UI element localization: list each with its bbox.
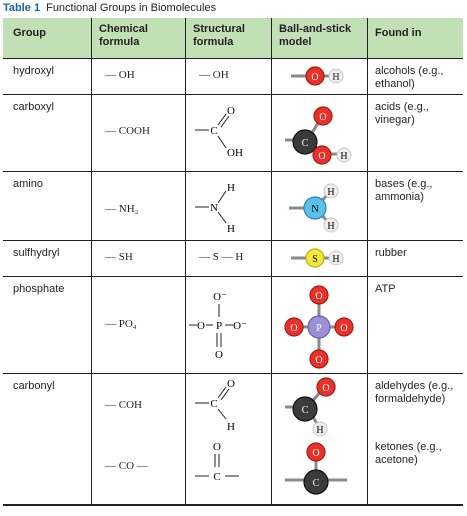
atom-label: S [312,254,318,265]
atom-label: O⁻ [233,320,247,332]
structural-formula-carbonyl-aldehyde [187,375,271,435]
found-in-amino: bases (e.g., ammonia) [375,178,433,203]
atom-label: H [227,182,235,194]
carbonyl-ketone-model [275,436,367,502]
atom-label: O⁻ [213,291,227,303]
atom-label: H [227,223,235,235]
hydroxyl-model [275,62,367,92]
column-divider [271,18,272,506]
structural-formula-sulfhydryl: — S — H [199,251,244,263]
found-in-carbonyl-aldehyde: aldehydes (e.g., formaldehyde) [375,380,454,405]
found-in-sulfhydryl: rubber [375,247,407,259]
atom-label: H [340,151,348,162]
group-amino: amino [13,178,43,190]
chemical-formula-carboxyl: — COOH [105,125,150,137]
atom-label: P [316,323,322,334]
structural-formula-carbonyl-ketone [187,436,271,502]
structural-formula-amino [187,175,271,239]
functional-groups-table [3,18,463,506]
structural-formula-hydroxyl: — OH [199,69,229,81]
atom-label: H [316,425,324,436]
column-divider [367,18,368,506]
chemical-formula-carbonyl-ketone: — CO — [105,460,148,472]
amino-model [275,175,367,239]
group-carbonyl: carbonyl [13,380,55,392]
row-divider [3,94,463,95]
atom-label: O [340,323,348,334]
atom-label: H [327,187,335,198]
atom-label: O [290,323,298,334]
sulfhydryl-model [275,244,367,274]
header-model: Ball-and-stick model [279,23,352,48]
carboxyl-model [275,98,367,170]
found-in-phosphate: ATP [375,283,396,295]
table-bottom-border [3,504,463,506]
atom-label: H [227,421,235,433]
atom-label: C [301,138,309,149]
atom-label: O [227,378,235,390]
atom-label: H [332,72,340,83]
group-sulfhydryl: sulfhydryl [13,247,60,259]
found-in-carboxyl: acids (e.g., vinegar) [375,101,429,126]
header-chemical-formula: Chemical formula [99,23,148,48]
atom-label: O [319,112,327,123]
header-group: Group [13,27,46,39]
structural-formula-carboxyl [187,98,271,168]
row-divider [3,373,463,374]
atom-label: H [327,221,335,232]
carbonyl-aldehyde-model [275,375,367,439]
atom-label: O [213,441,221,453]
atom-label: O [311,72,319,83]
row-divider [3,58,463,59]
atom-label: O [315,355,323,366]
atom-label: C [301,405,309,416]
header-structural-formula: Structural formula [193,23,245,48]
atom-label: H [332,254,340,265]
table-number: Table 1 [3,2,41,14]
row-divider [3,276,463,277]
chemical-formula-amino: — NH₂ [105,203,139,215]
atom-label: N [210,202,218,214]
table-caption [3,2,216,14]
row-divider [3,171,463,172]
atom-label: O [197,320,205,332]
atom-label: O [322,383,330,394]
atom-label: O [315,291,323,302]
group-phosphate: phosphate [13,283,65,295]
table-title: Functional Groups in Biomolecules [46,2,217,14]
phosphate-model [275,279,367,371]
chemical-formula-hydroxyl: — OH [105,69,135,81]
atom-label: P [215,320,223,332]
atom-label: N [311,204,319,215]
header-found-in: Found in [375,27,422,39]
atom-label: C [210,125,218,137]
group-carboxyl: carboxyl [13,101,54,113]
structural-formula-phosphate [187,279,271,371]
atom-label: C [213,471,221,483]
atom-label: O [312,448,320,459]
atom-label: OH [227,147,243,159]
atom-label: O [318,151,326,162]
row-divider [3,240,463,241]
chemical-formula-carbonyl-aldehyde: — COH [105,399,142,411]
atom-label: O [227,105,235,117]
found-in-hydroxyl: alcohols (e.g., ethanol) [375,65,444,90]
atom-label: C [312,478,320,489]
atom-label: O [215,349,223,361]
chemical-formula-phosphate: — PO₄ [105,318,137,330]
atom-label: C [210,398,218,410]
group-hydroxyl: hydroxyl [13,65,54,77]
chemical-formula-sulfhydryl: — SH [105,251,133,263]
found-in-carbonyl-ketone: ketones (e.g., acetone) [375,441,442,466]
column-divider [91,18,92,506]
